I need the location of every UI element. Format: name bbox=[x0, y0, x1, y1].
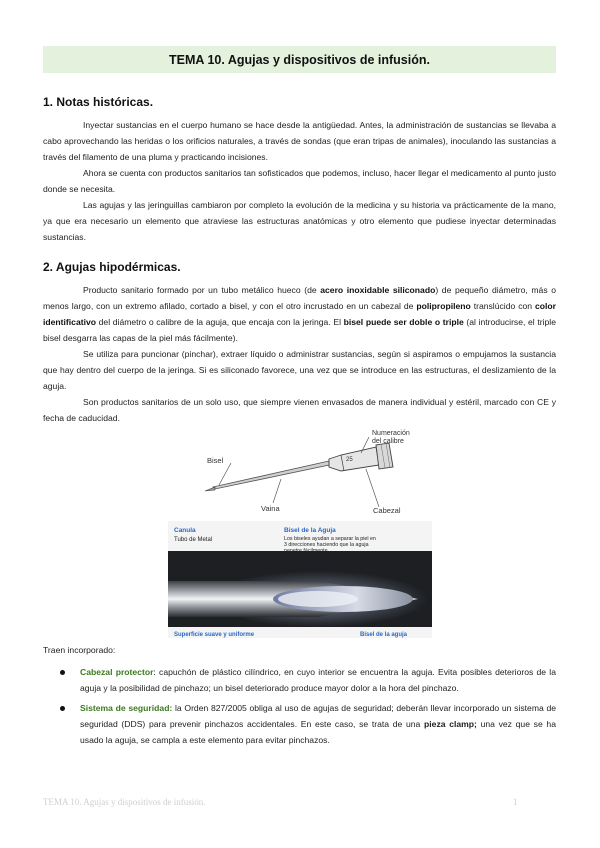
label-gauge: 25 bbox=[346, 457, 353, 463]
label-bisel-aguja: Bisel de la Aguja bbox=[284, 527, 336, 534]
label-bisel-desc-2: 3 direcciones haciendo que la aguja bbox=[284, 542, 369, 548]
paragraph: Producto sanitario formado por un tubo metálico hueco (de acero inoxidable siliconado) de pequeño diámetro, más o menos largo, con un extremo afilado, cortado a bisel, y con el otro incrustado en un cabezal de polipropileno translúcido con color identificativo del diámetro o calibre de la aguja, que encaja con la jeringa. El bisel puede ser doble o triple (al introducirse, el triple bisel desgarra las capas de la piel más fácilmente). bbox=[43, 285, 556, 344]
label-calibre: del calibre bbox=[372, 438, 404, 445]
title-banner bbox=[43, 46, 556, 73]
label-bisel-bottom: Bisel de la aguja bbox=[360, 632, 408, 638]
section-heading-2: 2. Agujas hipodérmicas. bbox=[43, 260, 181, 274]
label-bisel-desc-3: penetre fácilmente bbox=[284, 548, 328, 554]
paragraph: Son productos sanitarios de un solo uso, que siempre vienen envasados de manera individual y estéril, marcado con CE y fecha de caducidad. bbox=[43, 397, 556, 424]
page-number: 1 bbox=[513, 797, 518, 807]
page-title: TEMA 10. Agujas y dispositivos de infusión. bbox=[169, 52, 430, 67]
label-cabezal: Cabezal bbox=[373, 506, 401, 515]
incorporated-intro: Traen incorporado: bbox=[43, 645, 116, 655]
label-bisel-desc-1: Los biseles ayudan a separar la piel en bbox=[284, 536, 376, 542]
paragraph: Inyectar sustancias en el cuerpo humano se hace desde la antigüedad. Antes, la administración de sustancias se llevaba a cabo aprovechando las heridas o los orificios naturales, a través de sondas (que eran tripas de animales), inoculando las sustancias a través del filamento de una pluma y practicando incisiones. bbox=[43, 120, 556, 163]
paragraph: Ahora se cuenta con productos sanitarios tan sofisticados que podemos, incluso, hacer llegar el medicamento al punto justo donde se necesita. bbox=[43, 168, 556, 195]
bullet-icon bbox=[60, 670, 65, 675]
bullet-icon bbox=[60, 706, 65, 711]
paragraph: Se utiliza para puncionar (pinchar), extraer líquido o administrar sustancias, según si aspiramos o empujamos la sustancia que hay dentro del cuerpo de la jeringa. Si es siliconado favorece, una vez que se introduce en las estructuras, el deslizamiento de la aguja. bbox=[43, 349, 556, 392]
list-item: Sistema de seguridad: la Orden 827/2005 obliga al uso de agujas de seguridad; deberán llevar incorporado un sistema de seguridad (DDS) para prevenir pinchazos accidentales. En este caso, se trata de una pieza clamp; una vez que se ha usado la aguja, se campla a este elemento para evitar pinchazos. bbox=[43, 700, 556, 748]
bevel-photo bbox=[168, 521, 432, 638]
label-superficie: Superficie suave y uniforme bbox=[174, 632, 255, 638]
section-heading-1: 1. Notas históricas. bbox=[43, 95, 154, 109]
label-numeracion: Numeración bbox=[372, 430, 410, 437]
needle-diagram bbox=[201, 425, 434, 515]
label-tubo-metal: Tubo de Metal bbox=[174, 537, 213, 543]
label-bisel: Bisel bbox=[207, 456, 224, 465]
label-vaina: Vaina bbox=[261, 504, 280, 513]
list-item: Cabezal protector: capuchón de plástico cilíndrico, en cuyo interior se encuentra la aguja. Evita posibles deterioros de la aguja y la posibilidad de pinchazo; un bisel deteriorado produce mayor dolor a la hora del pinchazo. bbox=[43, 664, 556, 696]
paragraph: Las agujas y las jeringuillas cambiaron por completo la evolución de la medicina y su historia va prácticamente de la mano, ya que era necesario un elemento que atraviese las estructuras anatómicas y otro elemento que pudiese inyectar determinadas sustancias. bbox=[43, 200, 556, 243]
label-canula: Canula bbox=[174, 527, 196, 534]
footer-title: TEMA 10. Agujas y dispositivos de infusión. bbox=[43, 797, 206, 807]
incorporated-list bbox=[43, 664, 556, 752]
